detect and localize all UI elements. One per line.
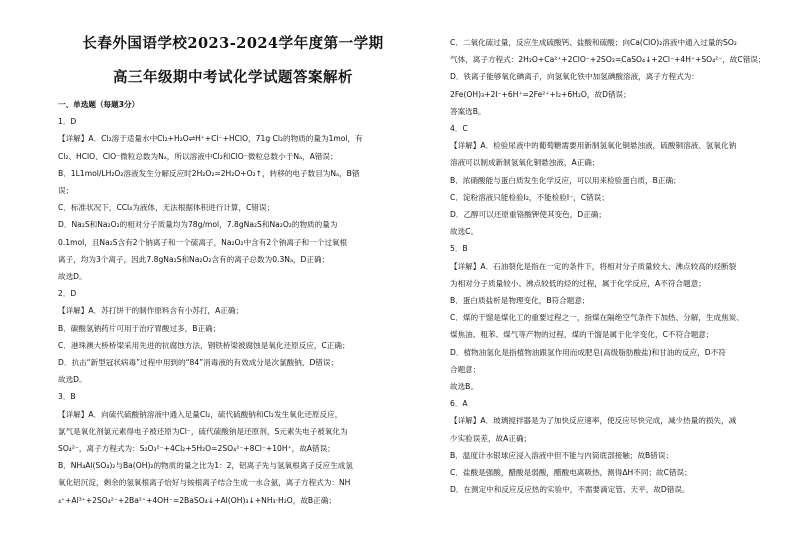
text-line: 3．B — [58, 392, 76, 402]
text-line: 2．D — [58, 289, 77, 299]
text-line: 气体，离子方程式：2H₂O+Ca²⁺+2ClO⁻+2SO₂=CaSO₄↓+2Cl⁻+4H⁺+SO₄²⁻，故C错误； — [450, 55, 766, 65]
text-line: ₄⁺+Al³⁺+2SO₄²⁻+2Ba²⁺+4OH⁻=2BaSO₄↓+Al(OH)₃↓+NH₃·H₂O，故B正确； — [58, 495, 336, 505]
text-line: C．港珠澳大桥桥梁采用先进的抗腐蚀方法，钢铁桥梁被腐蚀是氧化还原反应，C正确； — [58, 340, 350, 350]
text-line: 氯气是氧化剂氯元素得电子被还原为Cl⁻，硫代硫酸钠是还原剂，S元素失电子被氧化为 — [58, 426, 348, 436]
text-line: C．煤的干馏是煤化工的重要过程之一，指煤在隔绝空气条件下加热、分解，生成焦炭、 — [450, 313, 744, 323]
document-title: 长春外国语学校2023-2024学年度第一学期 — [82, 35, 384, 52]
text-line: B．温度计水银球应浸入溶液中但不能与内筒底部接触；故B错误； — [450, 450, 674, 460]
text-line: 【详解】A．向硫代硫酸钠溶液中通入足量Cl₂，硫代硫酸钠和Cl₂发生氧化还原反应， — [58, 409, 343, 419]
text-line: Cl₂、HClO、ClO⁻微粒总数为Nₐ，所以溶液中Cl₂和ClO⁻微粒总数小于Nₐ，A错误； — [58, 151, 338, 161]
text-line: 6．A — [450, 399, 468, 409]
text-line: 【详解】A．Cl₂溶于适量水中Cl₂+H₂O⇌H⁺+Cl⁻+HClO，71g Cl₂的物质的量为1mol，有 — [58, 134, 363, 144]
text-line: 4．C — [450, 124, 468, 134]
text-line: B．NH₄Al(SO₄)₂与Ba(OH)₂的物质的量之比为1：2，铝离子先与氢氧根离子反应生成氢 — [58, 461, 353, 471]
text-line: 一、单选题（每题3分） — [58, 100, 140, 109]
text-line: D．在测定中和反应反应热的实验中，不需要滴定管、天平，故D错误。 — [450, 485, 690, 495]
right-column-body — [450, 34, 794, 498]
text-line: B．蛋白质盐析是物理变化，B符合题意； — [450, 296, 590, 306]
text-line: D．植物油氢化是指植物油跟氢作用而成肥皂(高级脂肪酸盐)和甘油的反应，D不符 — [450, 347, 726, 357]
text-line: D．乙醇可以还原重铬酸钾使其变色，D正确； — [450, 210, 606, 220]
text-line: 少实验误差，故A正确； — [450, 433, 532, 443]
text-line: C．盐酸是强酸，醋酸是弱酸，醋酸电离吸热，测得ΔH不同；故C错误； — [450, 468, 692, 478]
text-line: D．Na₂S和Na₂O₂的相对分子质量均为78g/mol，7.8gNa₂S和Na₂O₂的物质的量为 — [58, 220, 338, 230]
text-line: 故选D。 — [58, 272, 87, 282]
text-line: B．1L1mol/LH₂O₂溶液发生分解反应时2H₂O₂=2H₂O+O₂↑，转移的电子数目为Nₐ，B错 — [58, 168, 360, 178]
text-line: 煤焦油、粗苯、煤气等产物的过程，煤的干馏是属于化学变化，C不符合题意； — [450, 330, 714, 340]
text-line: 0.1mol，且Na₂S含有2个钠离子和一个硫离子，Na₂O₂中含有2个钠离子和一个过氧根 — [58, 237, 348, 247]
text-line: 答案选B。 — [450, 106, 486, 116]
text-line: 1．D — [58, 117, 77, 127]
right-column — [450, 34, 794, 498]
text-line: C．淀粉溶液只能检验I₂，不能检验I⁻，C错误； — [450, 192, 609, 202]
text-line: 【详解】A．苏打饼干的制作原料含有小苏打，A正确； — [58, 306, 244, 316]
text-line: C．标准状况下，CCl₄为液体，无法根据体积进行计算，C错误； — [58, 203, 275, 213]
text-line: 溶液可以制成新制氢氧化铜悬浊液，A正确； — [450, 158, 600, 168]
text-line: SO₄²⁻，离子方程式为：S₂O₃²⁻+4Cl₂+5H₂O=2SO₄²⁻+8Cl⁻+10H⁺，故A错误； — [58, 444, 335, 454]
text-line: D．铁离子能够氧化碘离子，向氢氧化铁中加氢碘酸溶液，离子方程式为： — [450, 72, 699, 82]
text-line: B．碳酸氢钠药片可用于治疗胃酸过多，B正确； — [58, 323, 221, 333]
text-line: C．二氧化硫过量，反应生成硫酸钙、盐酸和硫酸；向Ca(ClO)₂溶液中通入过量的SO₂ — [450, 38, 737, 47]
left-column-body — [58, 96, 408, 509]
left-column — [58, 30, 408, 509]
text-line: 5．B — [450, 244, 468, 254]
text-line: 【详解】A．石油裂化是指在一定的条件下，将相对分子质量较大、沸点较高的烃断裂 — [450, 261, 737, 271]
text-line: 故选B。 — [450, 382, 478, 392]
text-line: 2Fe(OH)₃+2I⁻+6H⁺=2Fe²⁺+I₂+6H₂O，故D错误； — [450, 89, 631, 99]
text-line: D．抗击“新型冠状病毒”过程中用到的“84”消毒液的有效成分是次氯酸钠，D错误； — [58, 358, 339, 368]
text-line: 合题意； — [450, 364, 481, 374]
text-line: B．浓硝酸能与蛋白质发生化学反应，可以用来检验蛋白质，B正确； — [450, 175, 681, 185]
text-line: 氧化铝沉淀，剩余的氢氧根离子恰好与铵根离子结合生成一水合氨，离子方程式为：NH — [58, 478, 351, 488]
text-line: 【详解】A．玻璃搅拌器是为了加快反应速率，使反应尽快完成，减少热量的损失，减 — [450, 416, 737, 426]
text-line: 为相对分子质量较小、沸点较低的烃的过程，属于化学反应，A不符合题意； — [450, 278, 706, 288]
text-line: 离子，均为3个离子，因此7.8gNa₂S和Na₂O₂含有的离子总数为0.3Nₐ，D正确； — [58, 254, 330, 264]
text-line: 故选D。 — [58, 375, 87, 385]
document-subtitle: 高三年级期中考试化学试题答案解析 — [113, 69, 353, 86]
text-line: 误； — [58, 186, 74, 196]
text-line: 故选C。 — [450, 227, 479, 237]
text-line: 【详解】A．检验尿液中的葡萄糖需要用新制氢氧化铜悬浊液，硫酸铜溶液、氢氧化钠 — [450, 141, 737, 151]
